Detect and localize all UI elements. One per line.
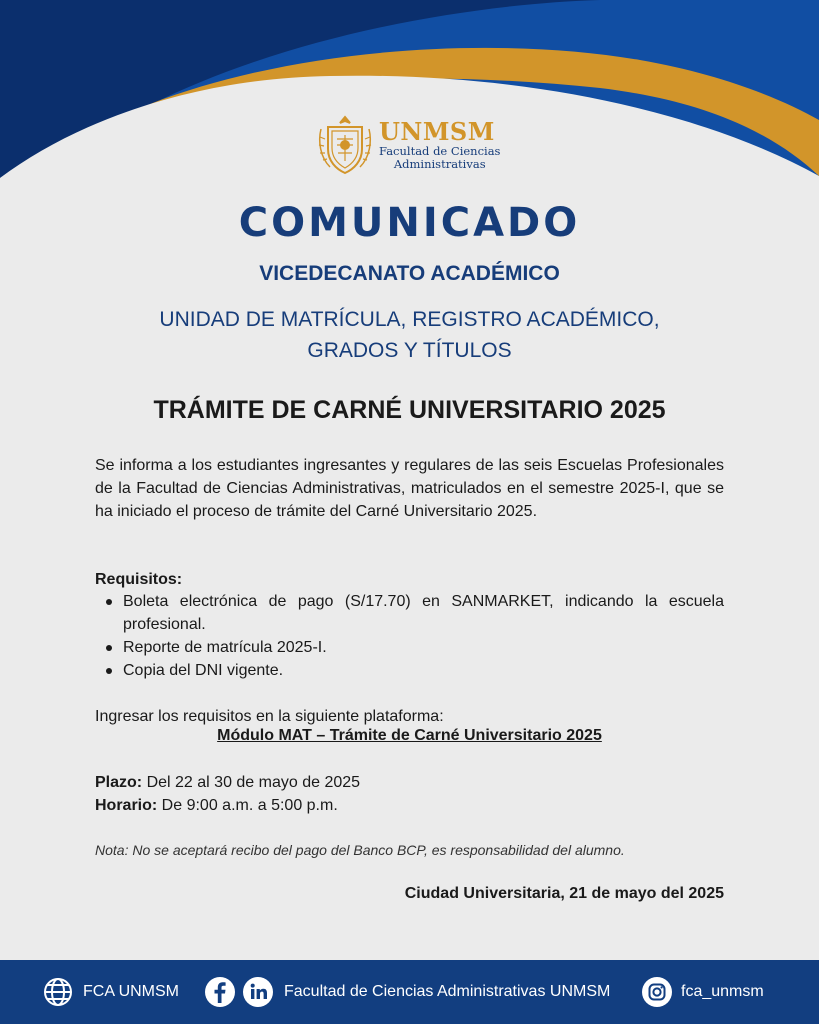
logo-university-name: UNMSM xyxy=(379,117,495,146)
faculty-logo xyxy=(316,112,516,178)
schedule-block xyxy=(95,771,724,817)
unit-name-line2: GRADOS Y TÍTULOS xyxy=(307,339,512,362)
platform-instruction: Ingresar los requisitos en la siguiente plataforma: xyxy=(95,708,444,725)
intro-paragraph: Se informa a los estudiantes ingresantes y regulares de las seis Escuelas Profesionales de la Facultad de Ciencias Administrativas, matriculados en el semestre 2025-I, que se ha iniciado el proceso de trámite del Carné Universitario 2025. xyxy=(95,457,724,520)
page-title: COMUNICADO xyxy=(238,200,581,246)
list-item: Reporte de matrícula 2025-I. xyxy=(95,636,724,659)
platform-link[interactable]: Módulo MAT – Trámite de Carné Universitario 2025 xyxy=(217,727,602,744)
subtitle-vicedecanato: VICEDECANATO ACADÉMICO xyxy=(259,262,560,285)
linkedin-icon xyxy=(242,976,274,1008)
plazo-value: Del 22 al 30 de mayo de 2025 xyxy=(142,774,361,791)
horario-line xyxy=(95,794,724,817)
instagram-icon xyxy=(641,976,673,1008)
requirements-list xyxy=(95,590,724,682)
plazo-label: Plazo: xyxy=(95,774,143,791)
unit-name xyxy=(0,304,819,366)
note: Nota: No se aceptará recibo del pago del Banco BCP, es responsabilidad del alumno. xyxy=(95,842,625,858)
footer-social[interactable] xyxy=(204,976,610,1008)
university-seal-icon xyxy=(316,113,374,177)
horario-value: De 9:00 a.m. a 5:00 p.m. xyxy=(157,797,338,814)
plazo-line xyxy=(95,771,724,794)
globe-icon xyxy=(42,976,74,1008)
footer-bar xyxy=(0,960,819,1024)
footer-instagram-text: fca_unmsm xyxy=(681,983,764,1000)
list-item: Boleta electrónica de pago (S/17.70) en SANMARKET, indicando la escuela profesional. xyxy=(95,590,724,636)
requirements-title: Requisitos: xyxy=(95,571,183,588)
signature-date: Ciudad Universitaria, 21 de mayo del 2025 xyxy=(404,885,724,902)
facebook-icon xyxy=(204,976,236,1008)
footer-web[interactable] xyxy=(42,976,179,1008)
footer-web-text: FCA UNMSM xyxy=(83,983,179,1000)
list-item: Copia del DNI vigente. xyxy=(95,659,724,682)
footer-instagram[interactable] xyxy=(641,976,764,1008)
unit-name-line1: UNIDAD DE MATRÍCULA, REGISTRO ACADÉMICO, xyxy=(159,308,660,331)
footer-social-text: Facultad de Ciencias Administrativas UNMSM xyxy=(284,983,611,1000)
horario-label: Horario: xyxy=(95,797,158,814)
logo-faculty-line2: Administrativas xyxy=(393,157,486,171)
logo-faculty-line1: Facultad de Ciencias xyxy=(379,144,501,158)
section-heading: TRÁMITE DE CARNÉ UNIVERSITARIO 2025 xyxy=(153,396,666,424)
